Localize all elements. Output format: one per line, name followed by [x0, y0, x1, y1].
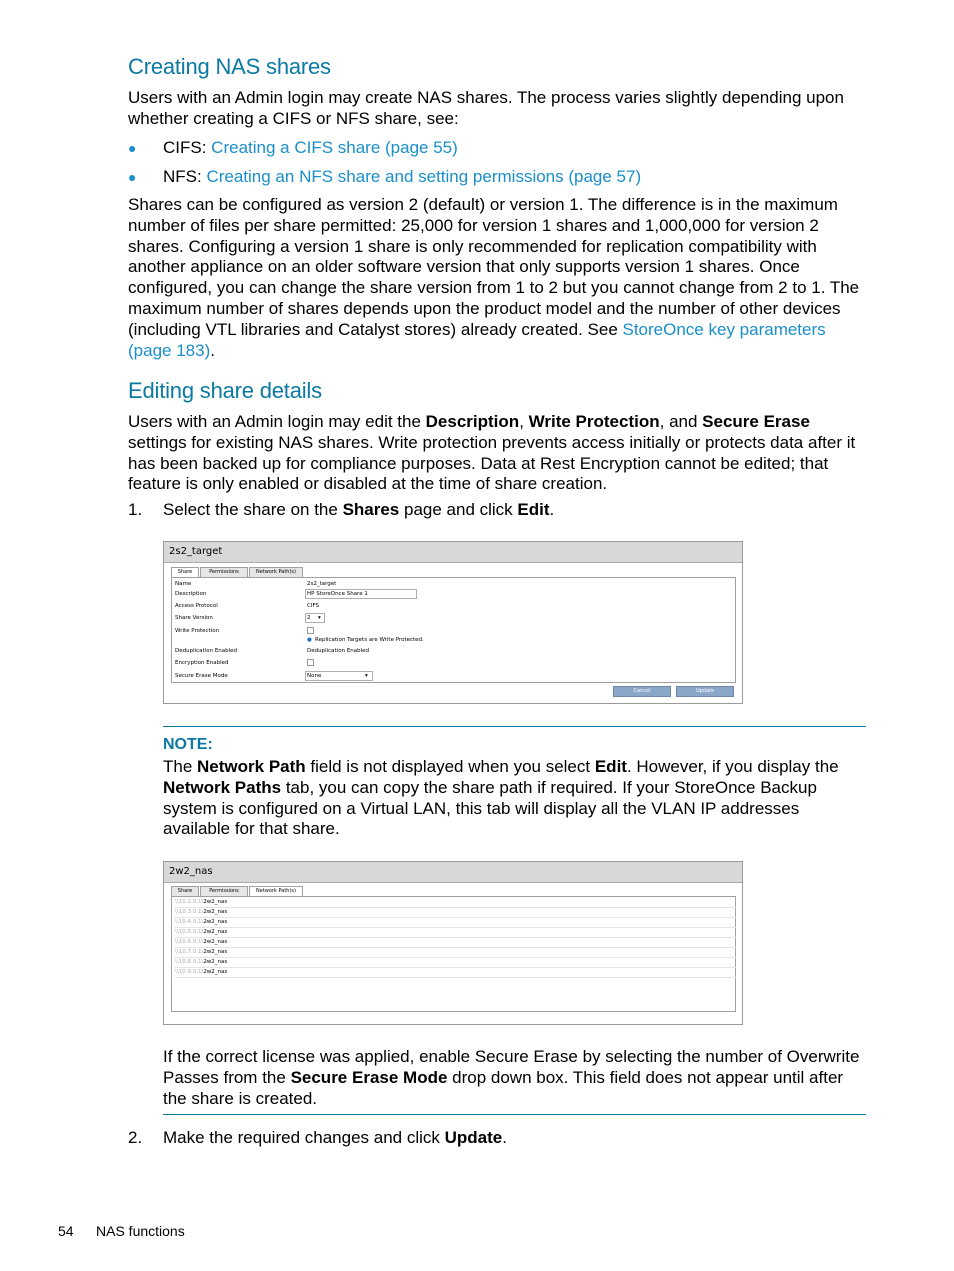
term-edit: Edit [594, 757, 627, 776]
list-item[interactable] [175, 958, 736, 968]
heading-creating-nas-shares: Creating NAS shares [128, 54, 331, 79]
intro-sep: , [519, 412, 529, 431]
term-write-protection: Write Protection [528, 412, 660, 431]
note-text: tab, you can copy the share path if required. If your StoreOnce Backup system is configured on a Virtual LAN, this tab will display all the VLAN IP addresses available for that share. [163, 777, 817, 839]
field-value: None [307, 673, 322, 679]
note-text: field is not displayed when you select [305, 757, 595, 776]
path-share: 2w2_nas [203, 959, 228, 965]
bullet-dot: ● [128, 169, 137, 185]
tab-network-paths[interactable]: Network Path(s) [249, 886, 303, 897]
field-label: Deduplication Enabled [175, 648, 238, 654]
path-ip: \\10.2.0.1\ [175, 899, 204, 905]
section1-paragraph-text: Shares can be configured as version 2 (default) or version 1. The difference is in the maximum number of files per share permitted: 25,000 for version 1 shares and 1,000,000 for version 2 shares. Configuring a version 1 share is only recommended for replication compatibility with another appliance on an older software version that only supports version 1 shares. Once configured, you can change the share version from 1 to 2 but you cannot change from 2 to 1. The maximum number of shares depends upon the product model and the number of other devices (including VTL libraries and Catalyst stores) already created. See [128, 195, 860, 339]
path-ip: \\10.6.0.1\ [175, 939, 204, 945]
section1-intro: Users with an Admin login may create NAS shares. The process varies slightly depending upon whether creating a CIFS or NFS share, see: [128, 88, 844, 128]
tab-share[interactable]: Share [171, 567, 199, 578]
info-icon: ● [307, 637, 312, 643]
note-rule-top [163, 726, 866, 727]
term-edit: Edit [517, 500, 550, 519]
network-path-list [171, 896, 736, 1012]
note-paragraph-2 [163, 1047, 869, 1109]
path-ip: \\10.5.0.1\ [175, 929, 204, 935]
panel-title: 2s2_target [164, 542, 742, 563]
dropdown-arrow-icon: ▾ [365, 673, 368, 679]
intro-text: settings for existing NAS shares. Write protection prevents access initially or protects data after it has been backed up for compliance purposes. Data at Rest Encryption cannot be edited; that feature is only enabled or disabled at the time of share creation. [128, 432, 856, 494]
path-share: 2w2_nas [203, 939, 228, 945]
list-item[interactable] [175, 948, 736, 958]
path-share: 2w2_nas [203, 929, 228, 935]
network-paths-screenshot [163, 861, 743, 1025]
link-creating-nfs-share[interactable]: Creating an NFS share and setting permissions (page 57) [206, 167, 642, 186]
field-value: Deduplication Enabled [307, 648, 370, 654]
field-value: 2 [307, 615, 311, 621]
link-creating-cifs-share[interactable]: Creating a CIFS share (page 55) [211, 138, 458, 157]
step-text: . [549, 500, 555, 519]
encryption-checkbox[interactable] [307, 659, 314, 666]
tab-permissions[interactable]: Permissions [200, 567, 248, 578]
cancel-button[interactable]: Cancel [613, 686, 671, 697]
path-ip: \\10.8.0.1\ [175, 959, 204, 965]
path-ip: \\10.7.0.1\ [175, 949, 204, 955]
term-secure-erase-mode: Secure Erase Mode [290, 1067, 448, 1087]
note-label: NOTE: [163, 736, 213, 753]
share-edit-screenshot [163, 541, 743, 704]
link-storeonce-key-parameters[interactable]: StoreOnce key parameters (page 183) [128, 319, 826, 360]
path-share: 2w2_nas [203, 919, 228, 925]
term-shares: Shares [342, 500, 400, 519]
panel-title: 2w2_nas [164, 862, 742, 883]
step-text: . [502, 1128, 507, 1147]
term-secure-erase: Secure Erase [702, 412, 810, 431]
list-item[interactable] [175, 898, 736, 908]
note-paragraph [163, 757, 869, 840]
step-text: page and click [399, 500, 518, 519]
field-label: Name [175, 581, 192, 587]
intro-text: Users with an Admin login may edit the [128, 412, 426, 431]
field-value: HP StoreOnce Share 1 [307, 591, 368, 597]
term-description: Description [425, 412, 520, 431]
note-rule-bottom [163, 1114, 866, 1115]
path-ip: \\10.9.0.1\ [175, 969, 204, 975]
dropdown-arrow-icon: ▾ [318, 615, 321, 621]
path-share: 2w2_nas [203, 969, 228, 975]
section1-paragraph [128, 195, 870, 361]
page-number: 54 [58, 1223, 74, 1239]
heading-editing-share-details: Editing share details [128, 378, 322, 403]
list-item[interactable] [175, 918, 736, 928]
field-value: CIFS [307, 603, 320, 609]
term-network-paths: Network Paths [163, 777, 282, 797]
note-text: . However, if you display the [626, 757, 839, 776]
bullet-dot: ● [128, 140, 137, 156]
bullet-cifs-label: CIFS: [163, 138, 212, 157]
intro-sep: , and [659, 412, 703, 431]
note-text: The [163, 757, 198, 776]
term-network-path: Network Path [197, 757, 306, 776]
step-text: Select the share on the [163, 500, 343, 519]
field-value: 2s2_target [307, 581, 337, 587]
path-share: 2w2_nas [203, 949, 228, 955]
field-label: Description [175, 591, 207, 597]
path-ip: \\10.3.0.1\ [175, 909, 204, 915]
tab-network-paths[interactable]: Network Path(s) [249, 567, 303, 578]
field-label: Share Version [175, 615, 213, 621]
info-message: Replication Targets are Write Protected. [315, 637, 424, 643]
section1-paragraph-end: . [210, 340, 215, 360]
field-label: Secure Erase Mode [175, 673, 228, 679]
list-item[interactable] [175, 928, 736, 938]
write-protection-checkbox[interactable] [307, 627, 314, 634]
share-form [171, 577, 736, 683]
tab-share[interactable]: Share [171, 886, 199, 897]
field-label: Write Protection [175, 628, 220, 634]
list-item[interactable] [175, 908, 736, 918]
step-number: 1. [128, 500, 143, 519]
note-text: drop down box. This field does not appear until after the share is created. [163, 1067, 844, 1108]
update-button[interactable]: Update [676, 686, 734, 697]
list-item[interactable] [175, 968, 736, 978]
list-item[interactable] [175, 938, 736, 948]
note-text: If the correct license was applied, enable Secure Erase by selecting the number of Overwrite Passes from the [163, 1047, 860, 1087]
field-label: Encryption Enabled [175, 660, 229, 666]
section2-intro [128, 412, 870, 495]
field-label: Access Protocol [175, 603, 218, 609]
path-share: 2w2_nas [203, 909, 228, 915]
path-ip: \\10.4.0.1\ [175, 919, 204, 925]
step-text: Make the required changes and click [163, 1128, 445, 1147]
path-share: 2w2_nas [203, 899, 228, 905]
footer-section: NAS functions [96, 1223, 185, 1239]
tab-permissions[interactable]: Permissions [200, 886, 248, 897]
term-update: Update [444, 1128, 503, 1147]
bullet-nfs-label: NFS: [163, 167, 207, 186]
step-number: 2. [128, 1128, 143, 1147]
